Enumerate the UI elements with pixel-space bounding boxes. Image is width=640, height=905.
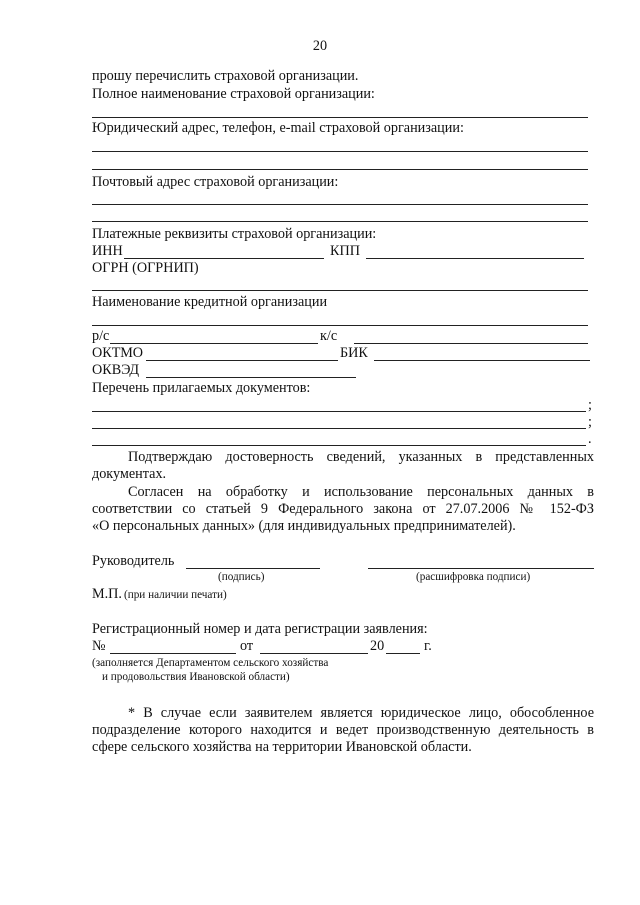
label-from: от bbox=[240, 638, 254, 654]
label-ogrn: ОГРН (ОГРНИП) bbox=[92, 260, 199, 276]
inn-field-line bbox=[124, 258, 324, 259]
consent-text-line-3: «О персональных данных» (для индивидуальных предпринимателей). bbox=[92, 518, 516, 534]
blank-line bbox=[92, 445, 586, 446]
year-line bbox=[386, 653, 420, 654]
stamp-note: (при наличии печати) bbox=[124, 589, 227, 601]
footnote-line-2: подразделение которого находится и ведет производственную деятельность в bbox=[92, 722, 594, 738]
okved-field-line bbox=[146, 377, 356, 378]
blank-line bbox=[92, 204, 588, 205]
confirm-text-line-2: документах. bbox=[92, 466, 167, 482]
registration-note-line-2: и продовольствия Ивановской области) bbox=[102, 671, 290, 683]
blank-line bbox=[92, 325, 588, 326]
year-prefix: 20 bbox=[370, 638, 385, 654]
signature-line bbox=[186, 568, 320, 569]
semicolon-mark: ; bbox=[588, 397, 592, 413]
bik-field-line bbox=[374, 360, 590, 361]
registration-title: Регистрационный номер и дата регистрации заявления: bbox=[92, 621, 428, 637]
caption-signature: (подпись) bbox=[218, 571, 265, 583]
blank-line bbox=[92, 151, 588, 152]
label-stamp: М.П. bbox=[92, 586, 122, 602]
semicolon-mark: ; bbox=[588, 414, 592, 430]
blank-line bbox=[92, 428, 586, 429]
text-line-payment-details: Платежные реквизиты страховой организации: bbox=[92, 226, 377, 242]
label-okved: ОКВЭД bbox=[92, 362, 140, 378]
label-bik: БИК bbox=[340, 345, 368, 361]
label-oktmo: ОКТМО bbox=[92, 345, 144, 361]
blank-line bbox=[92, 117, 588, 118]
text-line-legal-address: Юридический адрес, телефон, e-mail страховой организации: bbox=[92, 120, 464, 136]
rs-field-line bbox=[110, 343, 318, 344]
blank-line bbox=[92, 290, 588, 291]
signature-decode-line bbox=[368, 568, 594, 569]
registration-number-line bbox=[110, 653, 236, 654]
label-ks: к/с bbox=[320, 328, 338, 344]
period-mark: . bbox=[588, 431, 592, 447]
label-number: № bbox=[92, 638, 106, 654]
blank-line bbox=[92, 221, 588, 222]
oktmo-field-line bbox=[146, 360, 338, 361]
text-line-postal-address: Почтовый адрес страховой организации: bbox=[92, 174, 339, 190]
page-number: 20 bbox=[312, 38, 328, 54]
consent-text-line-2: соответствии со статьей 9 Федерального закона от 27.07.2006 № 152-ФЗ bbox=[92, 501, 594, 517]
consent-text-line-1: Согласен на обработку и использование персональных данных в bbox=[128, 484, 594, 500]
confirm-text-line-1: Подтверждаю достоверность сведений, указанных в представленных bbox=[128, 449, 594, 465]
label-documents-list: Перечень прилагаемых документов: bbox=[92, 380, 311, 396]
label-bank-name: Наименование кредитной организации bbox=[92, 294, 328, 310]
label-rs: р/с bbox=[92, 328, 110, 344]
footnote-line-3: сфере сельского хозяйства на территории Ивановской области. bbox=[92, 739, 472, 755]
blank-line bbox=[92, 411, 586, 412]
footnote-line-1: * В случае если заявителем является юридическое лицо, обособленное bbox=[128, 705, 594, 721]
registration-note-line-1: (заполняется Департаментом сельского хозяйства bbox=[92, 657, 329, 669]
ks-field-line bbox=[354, 343, 588, 344]
blank-line bbox=[92, 169, 588, 170]
label-inn: ИНН bbox=[92, 243, 123, 259]
label-kpp: КПП bbox=[330, 243, 360, 259]
kpp-field-line bbox=[366, 258, 584, 259]
text-line-insurer-full-name: Полное наименование страховой организации: bbox=[92, 86, 375, 102]
caption-signature-decode: (расшифровка подписи) bbox=[416, 571, 531, 583]
text-line-transfer: прошу перечислить страховой организации. bbox=[92, 68, 359, 84]
registration-date-line bbox=[260, 653, 368, 654]
label-head: Руководитель bbox=[92, 553, 175, 569]
year-suffix: г. bbox=[424, 638, 432, 654]
